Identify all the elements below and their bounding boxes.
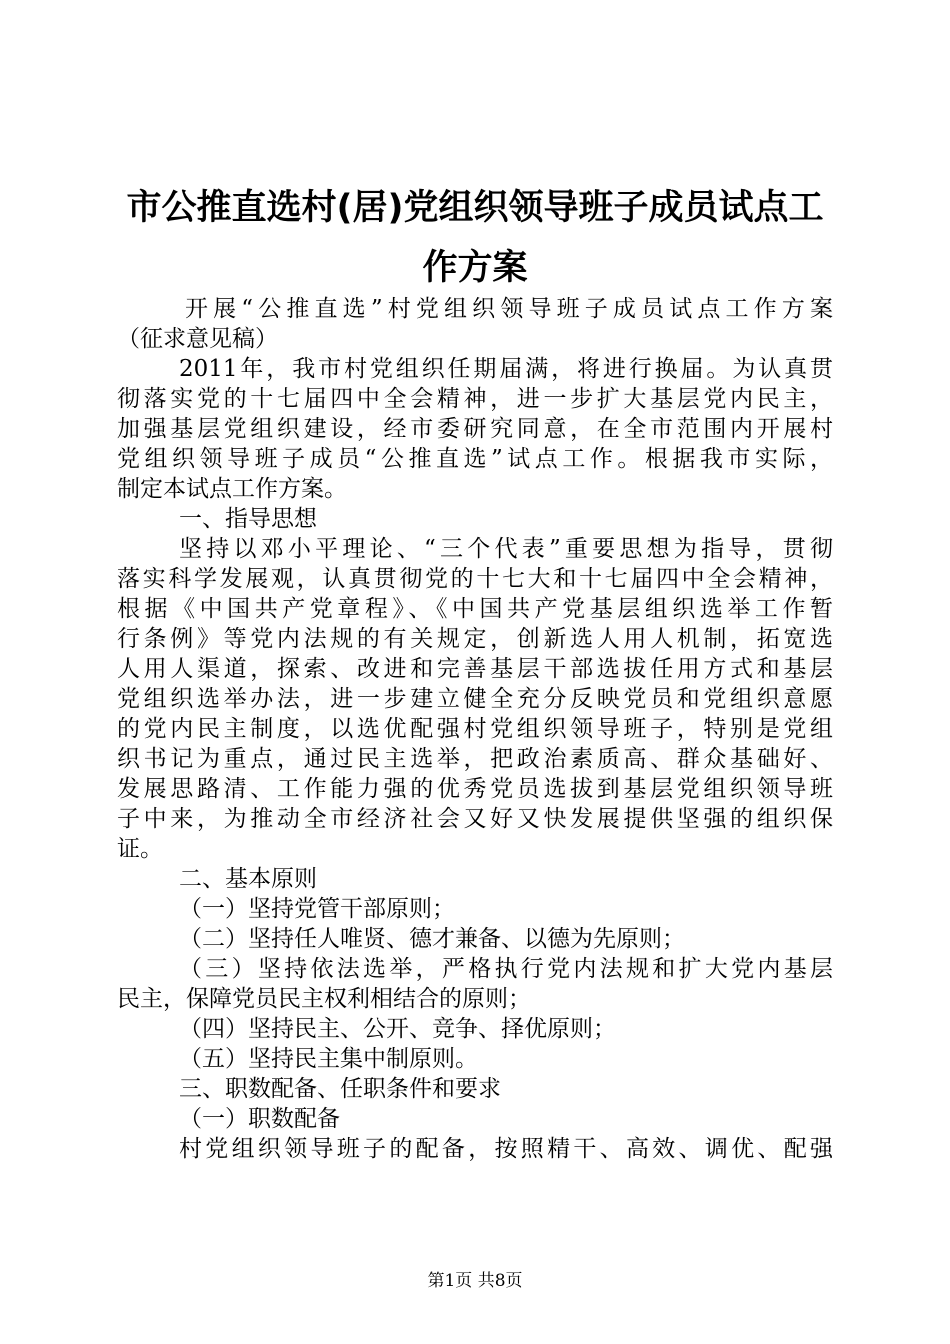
list-item: （一）坚持党管干部原则；	[179, 896, 455, 922]
paragraph-line: 织书记为重点，通过民主选举，把政治素质高、群众基础好、	[117, 746, 833, 772]
paragraph-line: 子中来，为推动全市经济社会又好又快发展提供坚强的组织保	[117, 806, 833, 832]
paragraph-line: 根据《中国共产党章程》、《中国共产党基层组织选举工作暂	[117, 596, 833, 622]
subtitle-draft-note: （征求意见稿）	[117, 326, 278, 352]
page-footer: 第1页 共8页	[427, 1271, 523, 1291]
list-item: （二）坚持任人唯贤、德才兼备、以德为先原则；	[179, 926, 685, 952]
paragraph-line: 证。	[117, 836, 163, 862]
section-heading: 二、基本原则	[179, 866, 317, 892]
list-item: （四）坚持民主、公开、竞争、择优原则；	[179, 1016, 616, 1042]
list-item: （五）坚持民主集中制原则。	[179, 1046, 478, 1072]
paragraph-line: 党组织选举办法，进一步建立健全充分反映党员和党组织意愿	[117, 686, 833, 712]
paragraph-line: 坚持以邓小平理论、“三个代表”重要思想为指导，贯彻	[179, 536, 833, 562]
section-heading: 一、指导思想	[179, 506, 317, 532]
paragraph-line: 发展思路清、工作能力强的优秀党员选拔到基层党组织领导班	[117, 776, 833, 802]
paragraph-line: 加强基层党组织建设，经市委研究同意，在全市范围内开展村	[117, 416, 833, 442]
document-title-line-1: 市公推直选村(居)党组织领导班子成员试点工	[126, 188, 824, 228]
list-item-continuation: 民主，保障党员民主权利相结合的原则；	[117, 986, 531, 1012]
paragraph-line: 2011年，我市村党组织任期届满，将进行换届。为认真贯	[179, 356, 833, 382]
document-body	[117, 294, 833, 1164]
paragraph-line: 制定本试点工作方案。	[117, 476, 347, 502]
paragraph-line: 行条例》等党内法规的有关规定，创新选人用人机制，拓宽选	[117, 626, 833, 652]
paragraph-line: 的党内民主制度，以选优配强村党组织领导班子，特别是党组	[117, 716, 833, 742]
subtitle-line: 开展“公推直选”村党组织领导班子成员试点工作方案	[185, 296, 833, 322]
paragraph-line: 彻落实党的十七届四中全会精神，进一步扩大基层党内民主，	[117, 386, 833, 412]
paragraph-line: 人用人渠道，探索、改进和完善基层干部选拔任用方式和基层	[117, 656, 833, 682]
paragraph-line: 村党组织领导班子的配备，按照精干、高效、调优、配强	[179, 1136, 833, 1162]
paragraph-line: 落实科学发展观，认真贯彻党的十七大和十七届四中全会精神，	[117, 566, 833, 592]
paragraph-line: 党组织领导班子成员“公推直选”试点工作。根据我市实际，	[117, 446, 833, 472]
document-title-line-2: 作方案	[422, 248, 528, 288]
list-item: （三）坚持依法选举，严格执行党内法规和扩大党内基层	[179, 956, 833, 982]
subsection-heading: （一）职数配备	[179, 1106, 340, 1132]
section-heading: 三、职数配备、任职条件和要求	[179, 1076, 501, 1102]
